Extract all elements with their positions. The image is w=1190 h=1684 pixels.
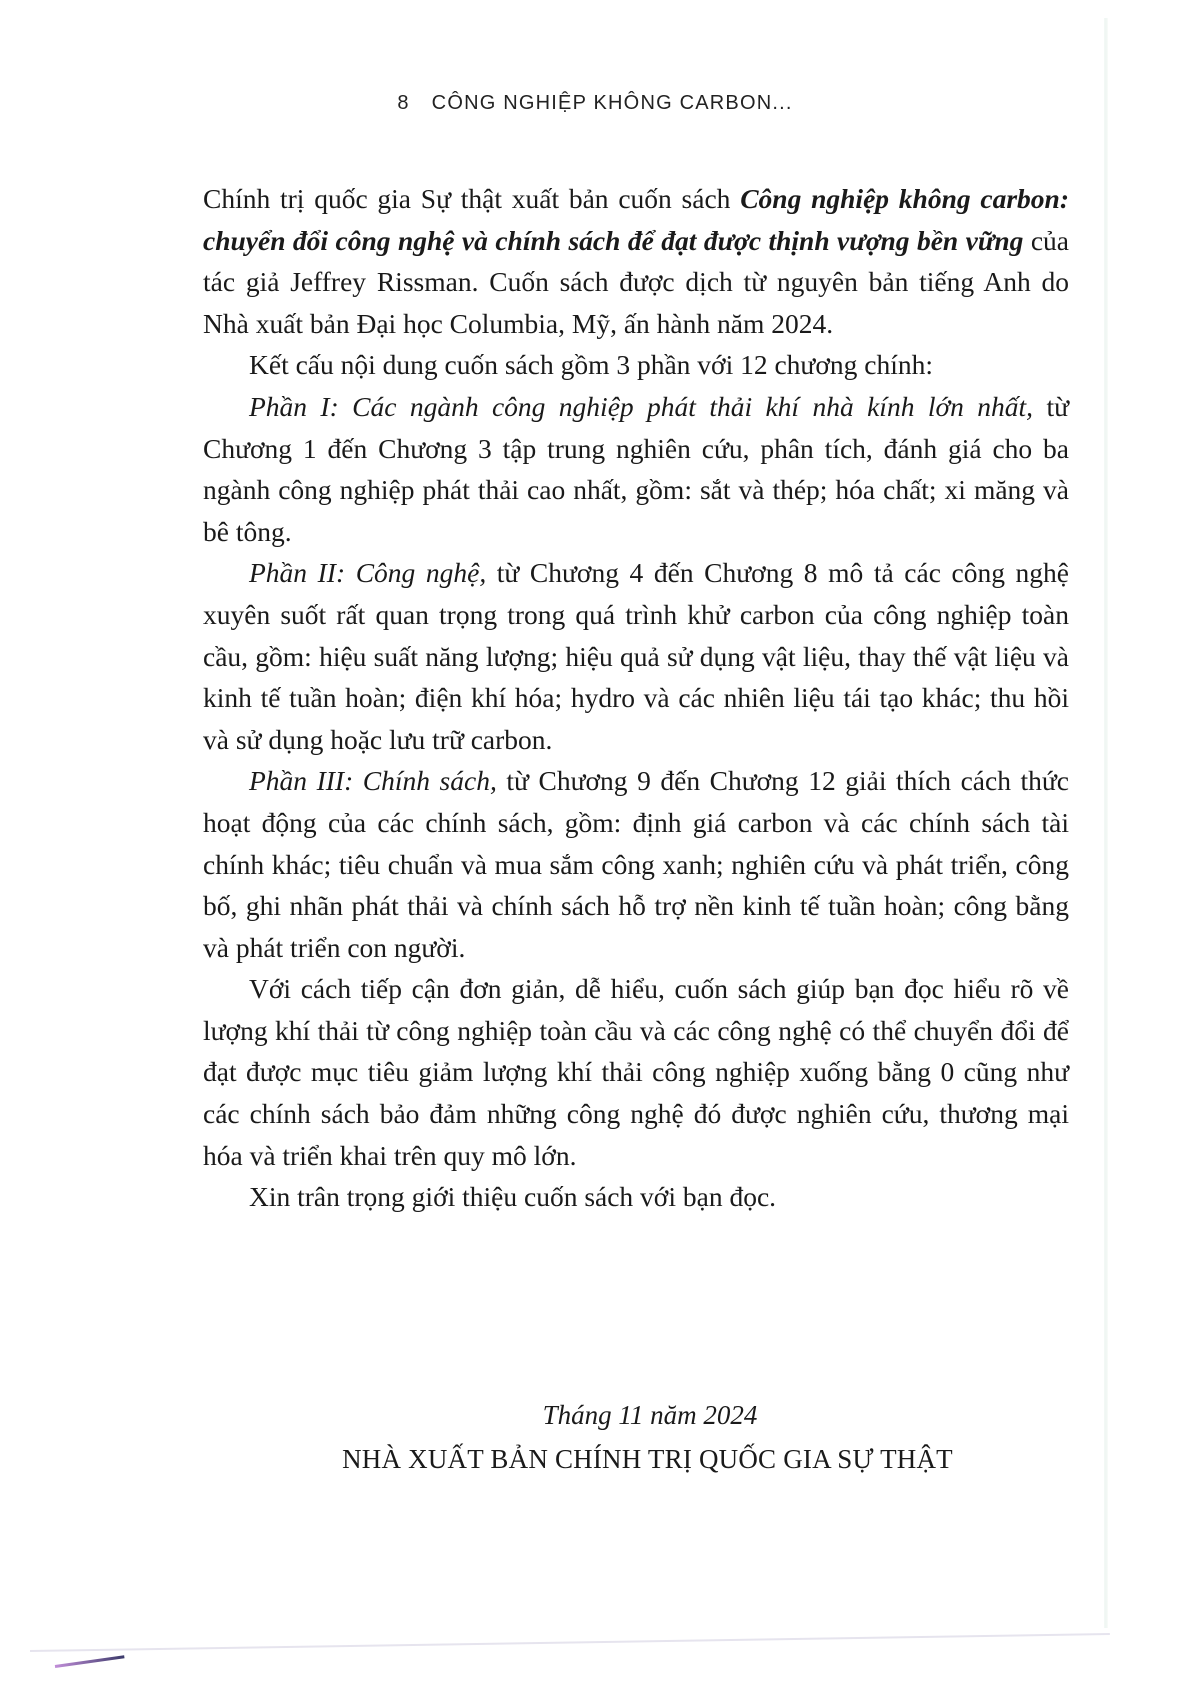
closing-publisher: NHÀ XUẤT BẢN CHÍNH TRỊ QUỐC GIA SỰ THẬT bbox=[342, 1444, 953, 1474]
part-3-description: từ Chương 9 đến Chương 12 giải thích cách thức hoạt động của các chính sách, gồm: định giá carbon và các chính sách tài chính khác; tiêu chuẩn và mua sắm công xanh; nghiên cứu và phát triển, công bố, ghi nhãn phát thải và chính sách hỗ trợ nền kinh tế tuần hoàn; công bằng và phát triển con người. bbox=[203, 765, 1069, 963]
running-header bbox=[0, 92, 1190, 115]
paragraph-part-3 bbox=[203, 760, 1069, 968]
intro-lead: Chính trị quốc gia Sự thật xuất bản cuốn sách bbox=[203, 183, 741, 214]
part-2-title: Phần II: Công nghệ, bbox=[249, 557, 487, 589]
paragraph-summary: Với cách tiếp cận đơn giản, dễ hiểu, cuốn sách giúp bạn đọc hiểu rõ về lượng khí thải từ công nghiệp toàn cầu và các công nghệ có thể chuyển đổi để đạt được mục tiêu giảm lượng khí thải công nghiệp xuống bằng 0 cũng như các chính sách bảo đảm những công nghệ đó được nghiên cứu, thương mại hóa và triển khai trên quy mô lớn. bbox=[203, 973, 1069, 1171]
paragraph-closing-note: Xin trân trọng giới thiệu cuốn sách với bạn đọc. bbox=[249, 1181, 777, 1213]
body-text bbox=[203, 178, 1069, 1218]
part-1-title: Phần I: Các ngành công nghiệp phát thải khí nhà kính lớn nhất, bbox=[249, 390, 1034, 422]
book-title: Công nghiệp không carbon: chuyển đổi công nghệ và chính sách để đạt được thịnh vượng bền vững bbox=[203, 183, 1069, 256]
paragraph-structure: Kết cấu nội dung cuốn sách gồm 3 phần với 12 chương chính: bbox=[249, 349, 933, 381]
page-edge-shadow bbox=[1104, 18, 1108, 1628]
paragraph-part-2 bbox=[203, 552, 1069, 760]
page-number: 8 bbox=[397, 92, 410, 114]
scan-corner-artifact bbox=[55, 1655, 125, 1668]
page-bottom-edge bbox=[30, 1633, 1110, 1652]
part-1-description: từ Chương 1 đến Chương 3 tập trung nghiên cứu, phân tích, đánh giá cho ba ngành công nghiệp phát thải cao nhất, gồm: sắt và thép; hóa chất; xi măng và bê tông. bbox=[203, 390, 1069, 547]
running-title: CÔNG NGHIỆP KHÔNG CARBON... bbox=[431, 92, 793, 114]
paragraph-intro bbox=[203, 178, 1069, 344]
paragraph-part-1 bbox=[203, 386, 1069, 552]
part-3-title: Phần III: Chính sách, bbox=[249, 765, 497, 797]
part-2-description: từ Chương 4 đến Chương 8 mô tả các công nghệ xuyên suốt rất quan trọng trong quá trình khử carbon của công nghiệp toàn cầu, gồm: hiệu suất năng lượng; hiệu quả sử dụng vật liệu, thay thế vật liệu và kinh tế tuần hoàn; điện khí hóa; hydro và các nhiên liệu tái tạo khác; thu hồi và sử dụng hoặc lưu trữ carbon. bbox=[203, 557, 1069, 755]
intro-rest: của tác giả Jeffrey Rissman. Cuốn sách được dịch từ nguyên bản tiếng Anh do Nhà xuất bản Đại học Columbia, Mỹ, ấn hành năm 2024. bbox=[203, 224, 1069, 339]
closing-date: Tháng 11 năm 2024 bbox=[542, 1400, 758, 1430]
